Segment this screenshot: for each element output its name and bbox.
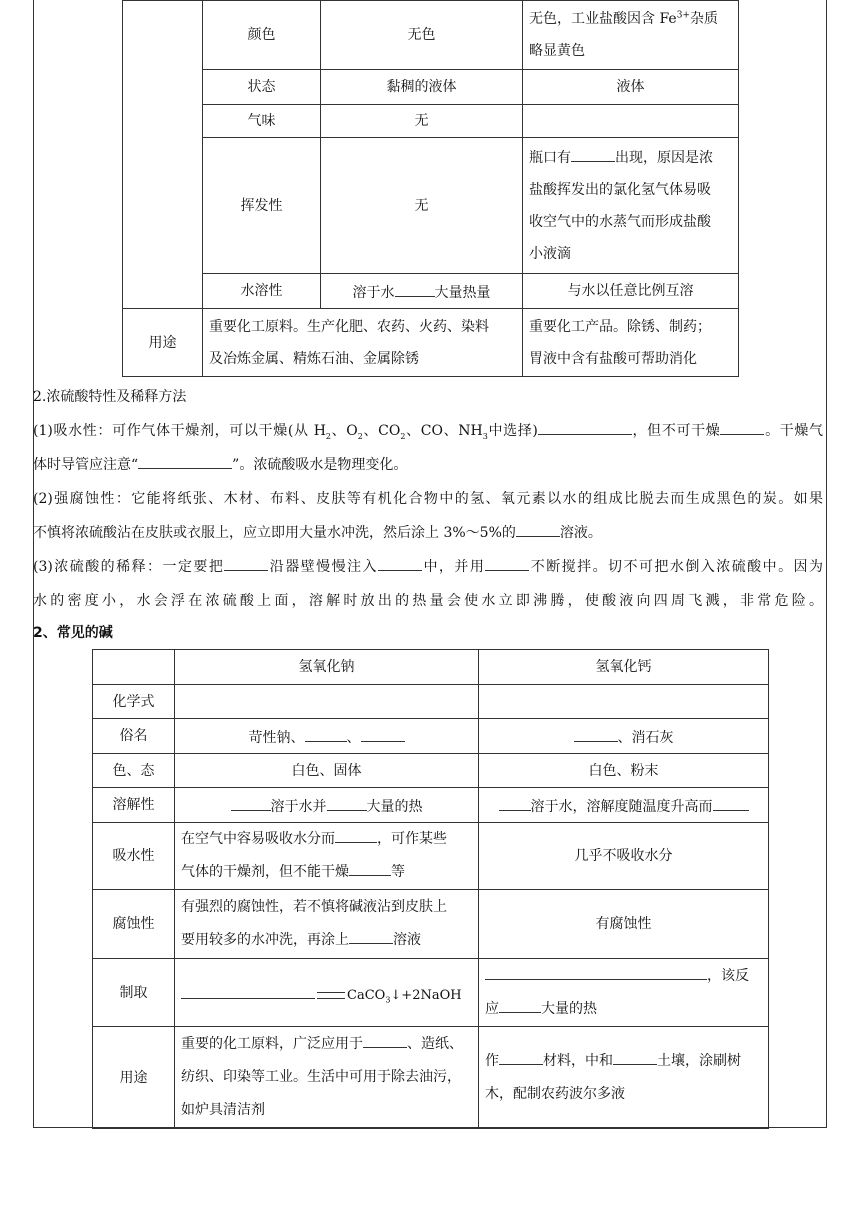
caoh-color-state: 白色、粉末 xyxy=(479,754,769,788)
sulfuric-p2-line1: (2)强腐蚀性：它能将纸张、木材、布料、皮肤等有机化合物中的氢、氧元素以水的组成比脱去而生成黑色的炭。如果 xyxy=(33,491,823,507)
h2so4-state: 黏稠的液体 xyxy=(321,70,523,105)
hcl-volatility: 瓶口有 出现，原因是浓 盐酸挥发出的氯化氢气体易吸 收空气中的水蒸气而形成盐酸 小液滴 xyxy=(523,138,739,274)
h2so4-color: 无色 xyxy=(321,1,523,70)
caoh-use: 作 材料，中和 土壤，涂刷树 木，配制农药波尔多液 xyxy=(479,1027,769,1129)
acid-row-label: 挥发性 xyxy=(203,138,321,274)
equals-sign xyxy=(317,992,345,999)
acid-row-label: 水溶性 xyxy=(203,274,321,309)
naoh-common-name: 苛性钠、 、 xyxy=(175,719,479,754)
base-row-label: 用途 xyxy=(93,1027,175,1129)
base-header-row xyxy=(93,650,769,685)
hcl-color: 无色，工业盐酸因含 $Fe^{3+}$杂质 略显黄色 xyxy=(523,1,739,70)
caoh-prep: ，该反 应 大量的热 xyxy=(479,959,769,1027)
acid-blank-cell xyxy=(123,1,203,309)
caoh-corrosive: 有腐蚀性 xyxy=(479,890,769,959)
base-row-label: 俗名 xyxy=(93,719,175,754)
acid-row-state xyxy=(123,70,739,105)
naoh-formula xyxy=(175,685,479,719)
hcl-solubility: 与水以任意比例互溶 xyxy=(523,274,739,309)
base-row-corrosive xyxy=(93,890,769,959)
acid-row-volatility xyxy=(123,138,739,274)
naoh-solubility: 溶于水并 大量的热 xyxy=(175,788,479,823)
naoh-hygroscopic: 在空气中容易吸收水分而 ，可作某些 气体的干燥剂，但不能干燥 等 xyxy=(175,823,479,890)
hcl-odor xyxy=(523,105,739,138)
h2so4-use: 重要化工原料。生产化肥、农药、火药、染料 及冶炼金属、精炼石油、金属除锈 xyxy=(203,309,523,377)
sulfuric-section xyxy=(33,380,823,618)
naoh-header: 氢氧化钠 xyxy=(175,650,479,685)
base-row-solubility xyxy=(93,788,769,823)
h2so4-odor: 无 xyxy=(321,105,523,138)
base-row-label: 色、态 xyxy=(93,754,175,788)
base-row-formula xyxy=(93,685,769,719)
base-row-label: 化学式 xyxy=(93,685,175,719)
h2so4-solubility: 溶于水 大量热量 xyxy=(321,274,523,309)
naoh-use: 重要的化工原料，广泛应用于 、造纸、 纺织、印染等工业。生活中可用于除去油污， 如炉具清洁剂 xyxy=(175,1027,479,1129)
base-row-common-name xyxy=(93,719,769,754)
base-row-label: 溶解性 xyxy=(93,788,175,823)
naoh-color-state: 白色、固体 xyxy=(175,754,479,788)
sulfuric-p3-line1: (3)浓硫酸的稀释：一定要把 沿器壁慢慢注入 中，并用 不断搅拌。切不可把水倒入浓硫酸中。因为 xyxy=(33,550,823,584)
caoh-common-name: 、消石灰 xyxy=(479,719,769,754)
base-row-color-state xyxy=(93,754,769,788)
hcl-use: 重要化工产品。除锈、制药； 胃液中含有盐酸可帮助消化 xyxy=(523,309,739,377)
acid-row-label: 颜色 xyxy=(203,1,321,70)
caoh-header: 氢氧化钙 xyxy=(479,650,769,685)
acid-row-use xyxy=(123,309,739,377)
caoh-hygroscopic: 几乎不吸收水分 xyxy=(479,823,769,890)
sulfuric-p1-line1: (1)吸水性：可作气体干燥剂，可以干燥(从 $H_2$、$O_2$、$CO_2$、CO、$NH_3$中选择) ，但不可干燥 。干燥气 xyxy=(33,414,823,448)
base-header-blank xyxy=(93,650,175,685)
acid-row-odor xyxy=(123,105,739,138)
acid-row-label: 状态 xyxy=(203,70,321,105)
base-table xyxy=(92,649,769,1129)
sulfuric-heading: 2.浓硫酸特性及稀释方法 xyxy=(33,389,187,405)
sulfuric-p2-line2: 不慎将浓硫酸沾在皮肤或衣服上，应立即用大量水冲洗，然后涂上 3%～5%的 溶液。 xyxy=(33,516,823,550)
h2so4-volatility: 无 xyxy=(321,138,523,274)
base-row-label: 吸水性 xyxy=(93,823,175,890)
caoh-formula xyxy=(479,685,769,719)
base-row-use xyxy=(93,1027,769,1129)
sulfuric-p3-line2: 水的密度小，水会浮在浓硫酸上面，溶解时放出的热量会使水立即沸腾，使酸液向四周飞溅，非常危险。 xyxy=(33,593,823,609)
base-row-prep xyxy=(93,959,769,1027)
hcl-state: 液体 xyxy=(523,70,739,105)
naoh-corrosive: 有强烈的腐蚀性，若不慎将碱液沾到皮肤上 要用较多的水冲洗，再涂上 溶液 xyxy=(175,890,479,959)
acid-row-solubility xyxy=(123,274,739,309)
base-row-hygroscopic xyxy=(93,823,769,890)
base-row-label: 腐蚀性 xyxy=(93,890,175,959)
acid-table xyxy=(122,0,739,377)
acid-row-color xyxy=(123,1,739,70)
acid-row-label: 气味 xyxy=(203,105,321,138)
sulfuric-p1-line2: 体时导管应注意“ ”。浓硫酸吸水是物理变化。 xyxy=(33,448,823,482)
caoh-solubility: 溶于水，溶解度随温度升高而 xyxy=(479,788,769,823)
acid-row-label: 用途 xyxy=(123,309,203,377)
base-section-title: 2、常见的碱 xyxy=(33,625,113,641)
base-row-label: 制取 xyxy=(93,959,175,1027)
naoh-prep: CaCO$_3$↓+2NaOH xyxy=(175,959,479,1027)
